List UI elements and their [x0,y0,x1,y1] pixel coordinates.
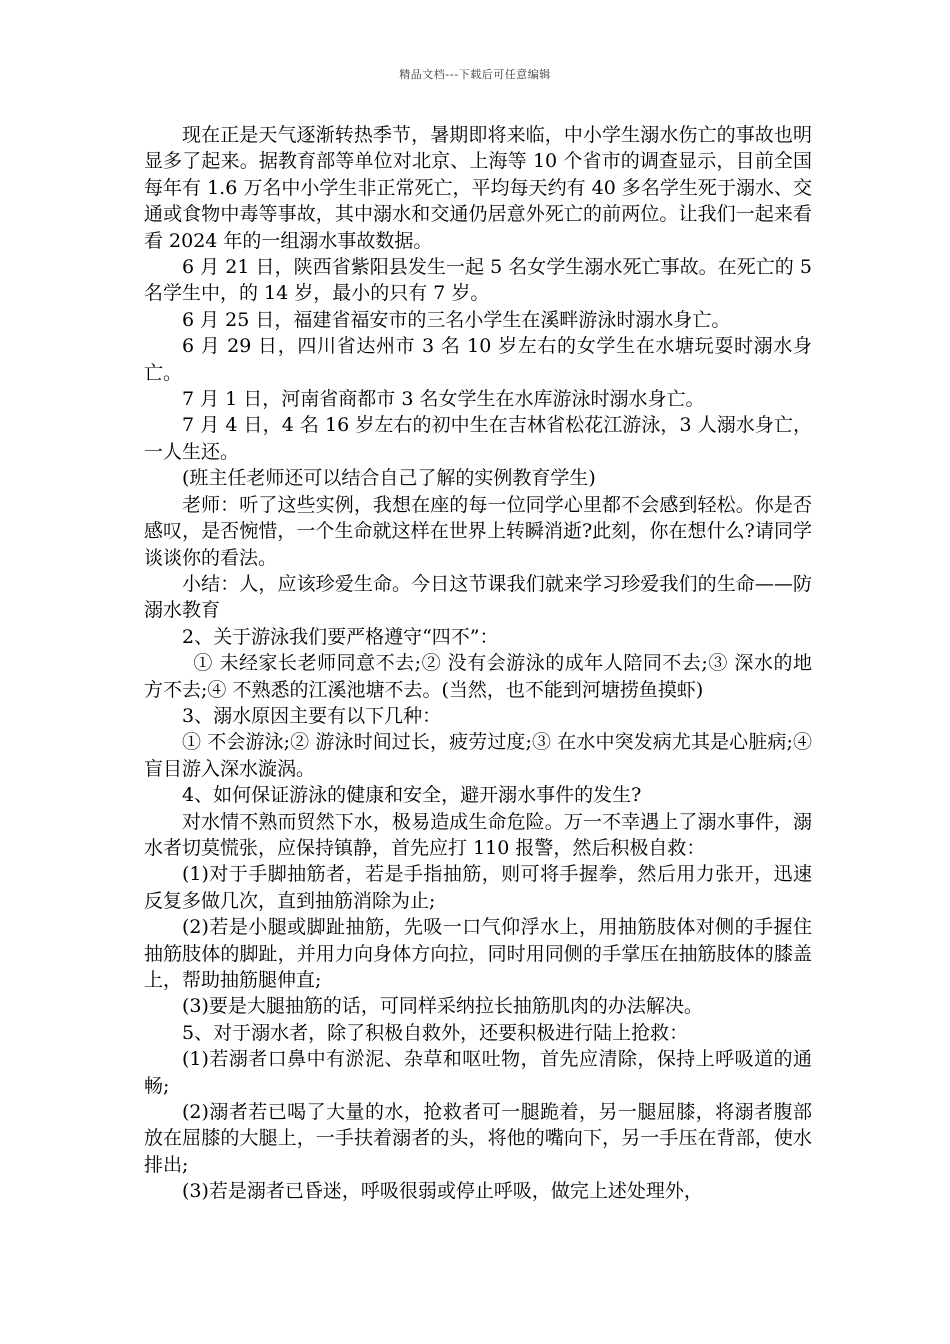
paragraph-land-rescue-1: (1)若溺者口鼻中有淤泥、杂草和呕吐物，首先应清除，保持上呼吸道的通畅; [144,1048,812,1097]
section-heading-causes: 3、溺水原因主要有以下几种： [182,704,442,727]
paragraph-self-rescue-3: (3)要是大腿抽筋的话，可同样采纳拉长抽筋肌肉的办法解决。 [182,995,703,1018]
paragraph-incident-0701: 7 月 1 日，河南省商都市 3 名女学生在水库游泳时溺水身亡。 [182,388,705,411]
paragraph-land-rescue-3: (3)若是溺者已昏迷，呼吸很弱或停止呼吸，做完上述处理外， [182,1180,703,1203]
section-heading-land-rescue: 5、对于溺水者，除了积极自救外，还要积极进行陆上抢救： [182,1021,689,1044]
paragraph-self-rescue-intro: 对水情不熟而贸然下水，极易造成生命危险。万一不幸遇上了溺水事件，溺水者切莫慌张，应保持镇静，首先应打 110 报警，然后积极自救： [144,810,812,859]
paragraph-incident-0629: 6 月 29 日，四川省达州市 3 名 10 岁左右的女学生在水塘玩耍时溺水身亡。 [144,335,812,384]
document-body [144,122,812,1205]
section-heading-four-rules: 2、关于游泳我们要严格遵守“四不”： [182,625,499,648]
paragraph-self-rescue-1: (1)对于手脚抽筋者，若是手指抽筋，则可将手握拳，然后用力张开，迅速反复多做几次，直到抽筋消除为止; [144,863,812,912]
paragraph-incident-0625: 6 月 25 日，福建省福安市的三名小学生在溪畔游泳时溺水身亡。 [182,308,731,331]
paragraph-teacher-remark: 老师：听了这些实例，我想在座的每一位同学心里都不会感到轻松。你是否感叹，是否惋惜，一个生命就这样在世界上转瞬消逝?此刻，你在想什么?请同学谈谈你的看法。 [144,493,812,569]
page-header: 精品文档---下载后可任意编辑 [399,68,551,81]
paragraph-four-rules-list: ① 未经家长老师同意不去;② 没有会游泳的成年人陪同不去;③ 深水的地方不去;④ 不熟悉的江溪池塘不去。(当然，也不能到河塘捞鱼摸虾) [144,652,812,701]
paragraph-incident-0621: 6 月 21 日，陕西省紫阳县发生一起 5 名女学生溺水死亡事故。在死亡的 5 名学生中，的 14 岁，最小的只有 7 岁。 [144,256,812,305]
section-heading-safety: 4、如何保证游泳的健康和安全，避开溺水事件的发生? [182,784,642,807]
paragraph-land-rescue-2: (2)溺者若已喝了大量的水，抢救者可一腿跪着，另一腿屈膝，将溺者腹部放在屈膝的大腿上，一手扶着溺者的头，将他的嘴向下，另一手压在背部，使水排出; [144,1101,812,1176]
paragraph-summary: 小结：人，应该珍爱生命。今日这节课我们就来学习珍爱我们的生命——防溺水教育 [144,572,812,622]
paragraph-intro: 现在正是天气逐渐转热季节，暑期即将来临，中小学生溺水伤亡的事故也明显多了起来。据教育部等单位对北京、上海等 10 个省市的调查显示，目前全国每年有 1.6 万名中小学生非正常死亡，平均每天约有 40 多名学生死于溺水、交通或食物中毒等事故，其中溺水和交通仍居意外死亡的前两位。让我们一起来看看 2024 年的一组溺水事故数据。 [144,124,812,252]
paragraph-causes-list: ① 不会游泳;② 游泳时间过长，疲劳过度;③ 在水中突发病尤其是心脏病;④ 盲目游入深水漩涡。 [144,731,812,780]
paragraph-incident-0704: 7 月 4 日，4 名 16 岁左右的初中生在吉林省松花江游泳，3 人溺水身亡，一人生还。 [144,414,812,463]
paragraph-self-rescue-2: (2)若是小腿或脚趾抽筋，先吸一口气仰浮水上，用抽筋肢体对侧的手握住抽筋肢体的脚趾，并用力向身体方向拉，同时用同侧的手掌压在抽筋肢体的膝盖上，帮助抽筋腿伸直; [144,916,812,991]
paragraph-teacher-note: (班主任老师还可以结合自己了解的实例教育学生) [182,467,596,490]
